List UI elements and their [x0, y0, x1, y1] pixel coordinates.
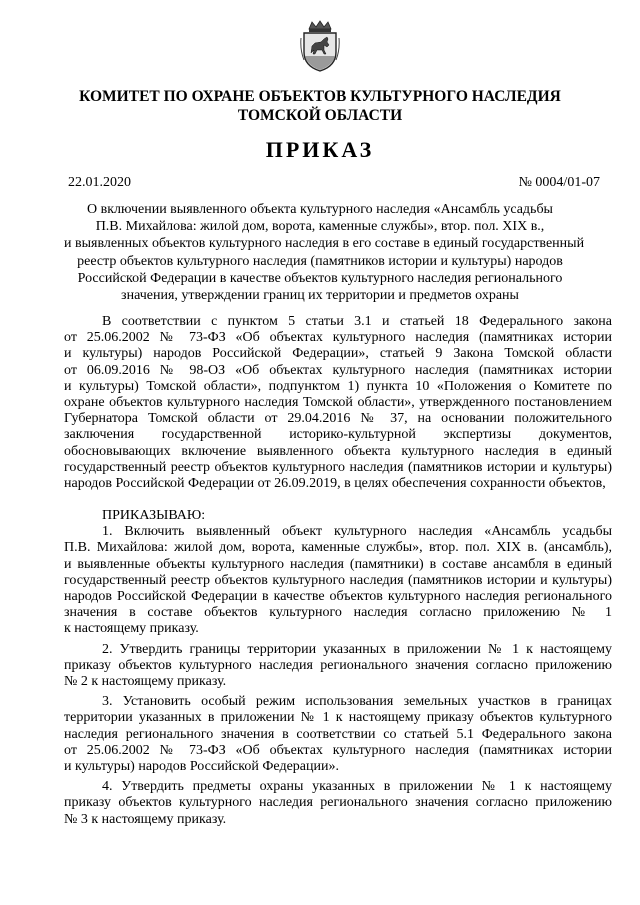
preamble-line: от 25.06.2002 № 73-ФЗ «Об объектах культурного наследия (памятниках истории — [64, 330, 612, 346]
tomsk-coat-of-arms-icon — [300, 20, 340, 72]
order-section — [64, 508, 612, 828]
item-1-line: народов Российской Федерации в качестве объектов культурного наследия регионального — [64, 589, 612, 605]
preamble-line: заключения государственной историко-культурной экспертизы документов, — [64, 427, 612, 443]
item-1-line: государственный реестр объектов культурного наследия (памятников истории и культуры) — [64, 572, 612, 588]
document-date: 22.01.2020 — [68, 175, 131, 190]
item-4-line: № 3 к настоящему приказу. — [64, 811, 227, 827]
item-3-line: и культуры) народов Российской Федерации». — [64, 759, 339, 775]
item-1-line: и выявленные объекты культурного наследия (памятники) в составе ансамбля в единый — [64, 556, 612, 572]
subject-line: О включении выявленного объекта культурного наследия «Ансамбль усадьбы — [87, 202, 553, 217]
item-2-line: приказу объектов культурного наследия регионального значения согласно приложению — [64, 657, 612, 673]
item-3-line: территории указанных в приложении № 1 к настоящему приказу объектов культурного — [64, 710, 612, 726]
organization-title-line2: ТОМСКОЙ ОБЛАСТИ — [237, 107, 403, 124]
subject-line: П.В. Михайлова: жилой дом, ворота, каменные службы», втор. пол. XIX в., — [95, 219, 545, 235]
item-2-line: 2. Утвердить границы территории указанных в приложении № 1 к настоящему — [102, 641, 612, 657]
item-2-line: № 2 к настоящему приказу. — [64, 674, 227, 690]
preamble-line: обосновывающих включение выявленного объекта культурного наследия в единый — [64, 443, 612, 459]
preamble-line: и культуры) народов Российской Федерации», статьей 9 Закона Томской области — [64, 346, 612, 362]
preamble-line: государственный реестр объектов культурного наследия (памятников истории и культуры) — [64, 459, 612, 475]
organization-title-line1: КОМИТЕТ ПО ОХРАНЕ ОБЪЕКТОВ КУЛЬТУРНОГО НАСЛЕДИЯ — [79, 88, 561, 105]
item-3-line: от 25.06.2002 № 73-ФЗ «Об объектах культурного наследия (памятниках истории — [64, 742, 612, 758]
item-4-line: 4. Утвердить предметы охраны указанных в приложении № 1 к настоящему — [102, 779, 612, 795]
subject-line: Российской Федерации в качестве объектов культурного наследия регионального — [77, 270, 563, 286]
order-word: ПРИКАЗЫВАЮ: — [102, 508, 206, 523]
item-1-line: значения в составе объектов культурного наследия согласно приложению № 1 — [64, 605, 612, 621]
item-3-line: наследия регионального значения в соответствии со статьей 5.1 Федерального закона — [64, 726, 612, 742]
subject-line: реестр объектов культурного наследия (памятников истории и культуры) народов — [77, 253, 563, 269]
item-4-line: приказу объектов культурного наследия регионального значения согласно приложению — [64, 795, 612, 811]
item-3-line: 3. Установить особый режим использования земельных участков в границах — [102, 694, 612, 710]
preamble-paragraph — [64, 314, 612, 492]
preamble-line: и культуры) Томской области», подпунктом 1) пункта 10 «Положения о Комитете по — [64, 378, 612, 394]
item-1-line: 1. Включить выявленный объект культурного наследия «Ансамбль усадьбы — [102, 524, 612, 540]
document-type-title: ПРИКАЗ — [265, 137, 375, 162]
preamble-line: от 06.09.2016 № 98-ОЗ «Об объектах культурного наследия (памятниках истории — [64, 362, 612, 378]
document-number: № 0004/01-07 — [518, 175, 600, 190]
preamble-line: народов Российской Федерации от 26.09.2019, в целях обеспечения сохранности объектов, — [64, 476, 606, 492]
preamble-line: В соответствии с пунктом 5 статьи 3.1 и статьей 18 Федерального закона — [102, 314, 612, 329]
subject-line: значения, утверждении границ их территории и предметов охраны — [121, 288, 519, 304]
item-1-line: к настоящему приказу. — [64, 621, 199, 637]
preamble-line: Губернатора Томской области от 29.04.2016 № 37, на основании положительного — [64, 411, 612, 427]
item-1-line: П.В. Михайлова: жилой дом, ворота, каменные службы», втор. пол. XIX в. (ансамбль), — [64, 540, 612, 556]
subject-line: и выявленных объектов культурного наследия в его составе в единый государственный — [64, 236, 585, 252]
preamble-line: охране объектов культурного наследия Томской области», утвержденного постановлением — [64, 395, 612, 411]
document-subject — [64, 201, 585, 304]
